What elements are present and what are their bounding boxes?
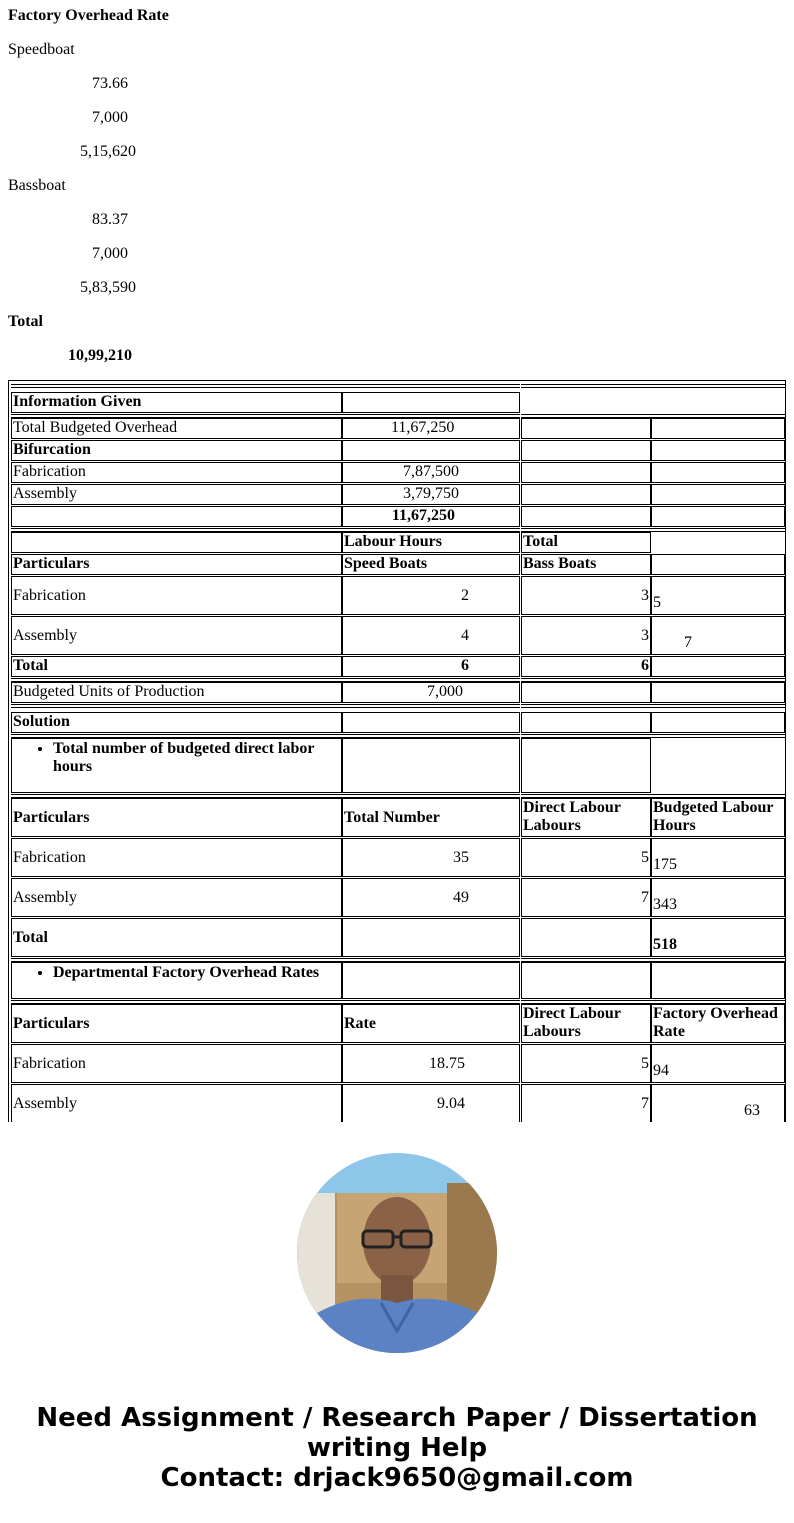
bassboat-units: 7,000 bbox=[92, 245, 128, 262]
bullet-labor-hours bbox=[11, 738, 342, 793]
labour-fabrication-bass: 3 bbox=[521, 576, 651, 615]
info-assembly-label: Assembly bbox=[11, 484, 342, 505]
t1-fabrication-dl: 5 bbox=[521, 838, 651, 877]
info-title: Information Given bbox=[11, 392, 342, 413]
t2-header-dl: Direct Labour Labours bbox=[521, 1004, 651, 1043]
bullet-overhead-rates bbox=[11, 962, 342, 999]
t1-fabrication-label: Fabrication bbox=[11, 838, 342, 877]
bassboat-rate: 83.37 bbox=[92, 211, 128, 228]
total-overhead-label: Total Budgeted Overhead bbox=[11, 418, 342, 439]
footer-contact: Contact: drjack9650@gmail.com bbox=[160, 1463, 634, 1493]
t1-header-number: Total Number bbox=[342, 798, 520, 837]
data-grid bbox=[8, 380, 786, 1122]
t1-assembly-hours: 343 bbox=[651, 878, 785, 917]
summary-total-value: 10,99,210 bbox=[68, 347, 132, 364]
t2-assembly-for: 63 bbox=[651, 1084, 785, 1122]
total-overhead-value: 11,67,250 bbox=[342, 418, 520, 439]
summary-total-label: Total bbox=[8, 313, 43, 330]
labour-assembly-total: 7 bbox=[651, 616, 785, 655]
speedboat-label: Speedboat bbox=[8, 41, 75, 58]
labour-assembly-label: Assembly bbox=[11, 616, 342, 655]
info-assembly-value: 3,79,750 bbox=[342, 484, 520, 505]
author-photo bbox=[297, 1153, 497, 1353]
t1-header-dl: Direct Labour Labours bbox=[521, 798, 651, 837]
speedboat-rate: 73.66 bbox=[92, 75, 128, 92]
info-fabrication-value: 7,87,500 bbox=[342, 462, 520, 483]
labour-hours-header: Labour Hours bbox=[342, 532, 520, 553]
footer-line-1: Need Assignment / Research Paper / Dissertation bbox=[36, 1403, 758, 1433]
page-title: Factory Overhead Rate bbox=[8, 7, 169, 24]
solution-title: Solution bbox=[11, 712, 342, 733]
t2-fabrication-dl: 5 bbox=[521, 1044, 651, 1083]
bassboat-label: Bassboat bbox=[8, 177, 66, 194]
bassboat-total: 5,83,590 bbox=[80, 279, 136, 296]
t2-assembly-label: Assembly bbox=[11, 1084, 342, 1122]
bullet-labor-hours-text: • Total number of budgeted direct labor hours bbox=[53, 740, 340, 776]
t2-header-for: Factory Overhead Rate bbox=[651, 1004, 785, 1043]
labour-assembly-speed: 4 bbox=[342, 616, 520, 655]
t2-assembly-rate: 9.04 bbox=[342, 1084, 520, 1122]
labour-fabrication-label: Fabrication bbox=[11, 576, 342, 615]
t1-assembly-label: Assembly bbox=[11, 878, 342, 917]
footer-banner bbox=[0, 1403, 794, 1493]
t1-assembly-number: 49 bbox=[342, 878, 520, 917]
labour-fabrication-speed: 2 bbox=[342, 576, 520, 615]
info-sum-value: 11,67,250 bbox=[342, 506, 520, 527]
bullet-overhead-rates-text: • Departmental Factory Overhead Rates bbox=[53, 964, 340, 982]
t2-fabrication-label: Fabrication bbox=[11, 1044, 342, 1083]
units-value: 7,000 bbox=[342, 682, 520, 703]
t1-total-label: Total bbox=[11, 918, 342, 957]
t2-fabrication-rate: 18.75 bbox=[342, 1044, 520, 1083]
t2-assembly-dl: 7 bbox=[521, 1084, 651, 1122]
t1-fabrication-number: 35 bbox=[342, 838, 520, 877]
author-photo-image bbox=[297, 1153, 497, 1353]
t2-header-rate: Rate bbox=[342, 1004, 520, 1043]
t2-header-particulars: Particulars bbox=[11, 1004, 342, 1043]
footer-line-2: writing Help bbox=[306, 1433, 488, 1463]
bass-boats-header: Bass Boats bbox=[521, 554, 651, 575]
units-label: Budgeted Units of Production bbox=[11, 682, 342, 703]
speedboat-units: 7,000 bbox=[92, 109, 128, 126]
labour-total-bass: 6 bbox=[521, 656, 651, 677]
info-fabrication-label: Fabrication bbox=[11, 462, 342, 483]
t1-header-particulars: Particulars bbox=[11, 798, 342, 837]
speedboat-total: 5,15,620 bbox=[80, 143, 136, 160]
t2-fabrication-for: 94 bbox=[651, 1044, 785, 1083]
labour-fabrication-total: 5 bbox=[651, 576, 785, 615]
labour-assembly-bass: 3 bbox=[521, 616, 651, 655]
labour-total-header: Total bbox=[521, 532, 651, 553]
bifurcation-label: Bifurcation bbox=[11, 440, 342, 461]
speed-boats-header: Speed Boats bbox=[342, 554, 520, 575]
t1-header-hours: Budgeted Labour Hours bbox=[651, 798, 785, 837]
labour-total-label: Total bbox=[11, 656, 342, 677]
labour-total-speed: 6 bbox=[342, 656, 520, 677]
t1-assembly-dl: 7 bbox=[521, 878, 651, 917]
t1-total-value: 518 bbox=[651, 918, 785, 957]
t1-fabrication-hours: 175 bbox=[651, 838, 785, 877]
labour-particulars-header: Particulars bbox=[11, 554, 342, 575]
